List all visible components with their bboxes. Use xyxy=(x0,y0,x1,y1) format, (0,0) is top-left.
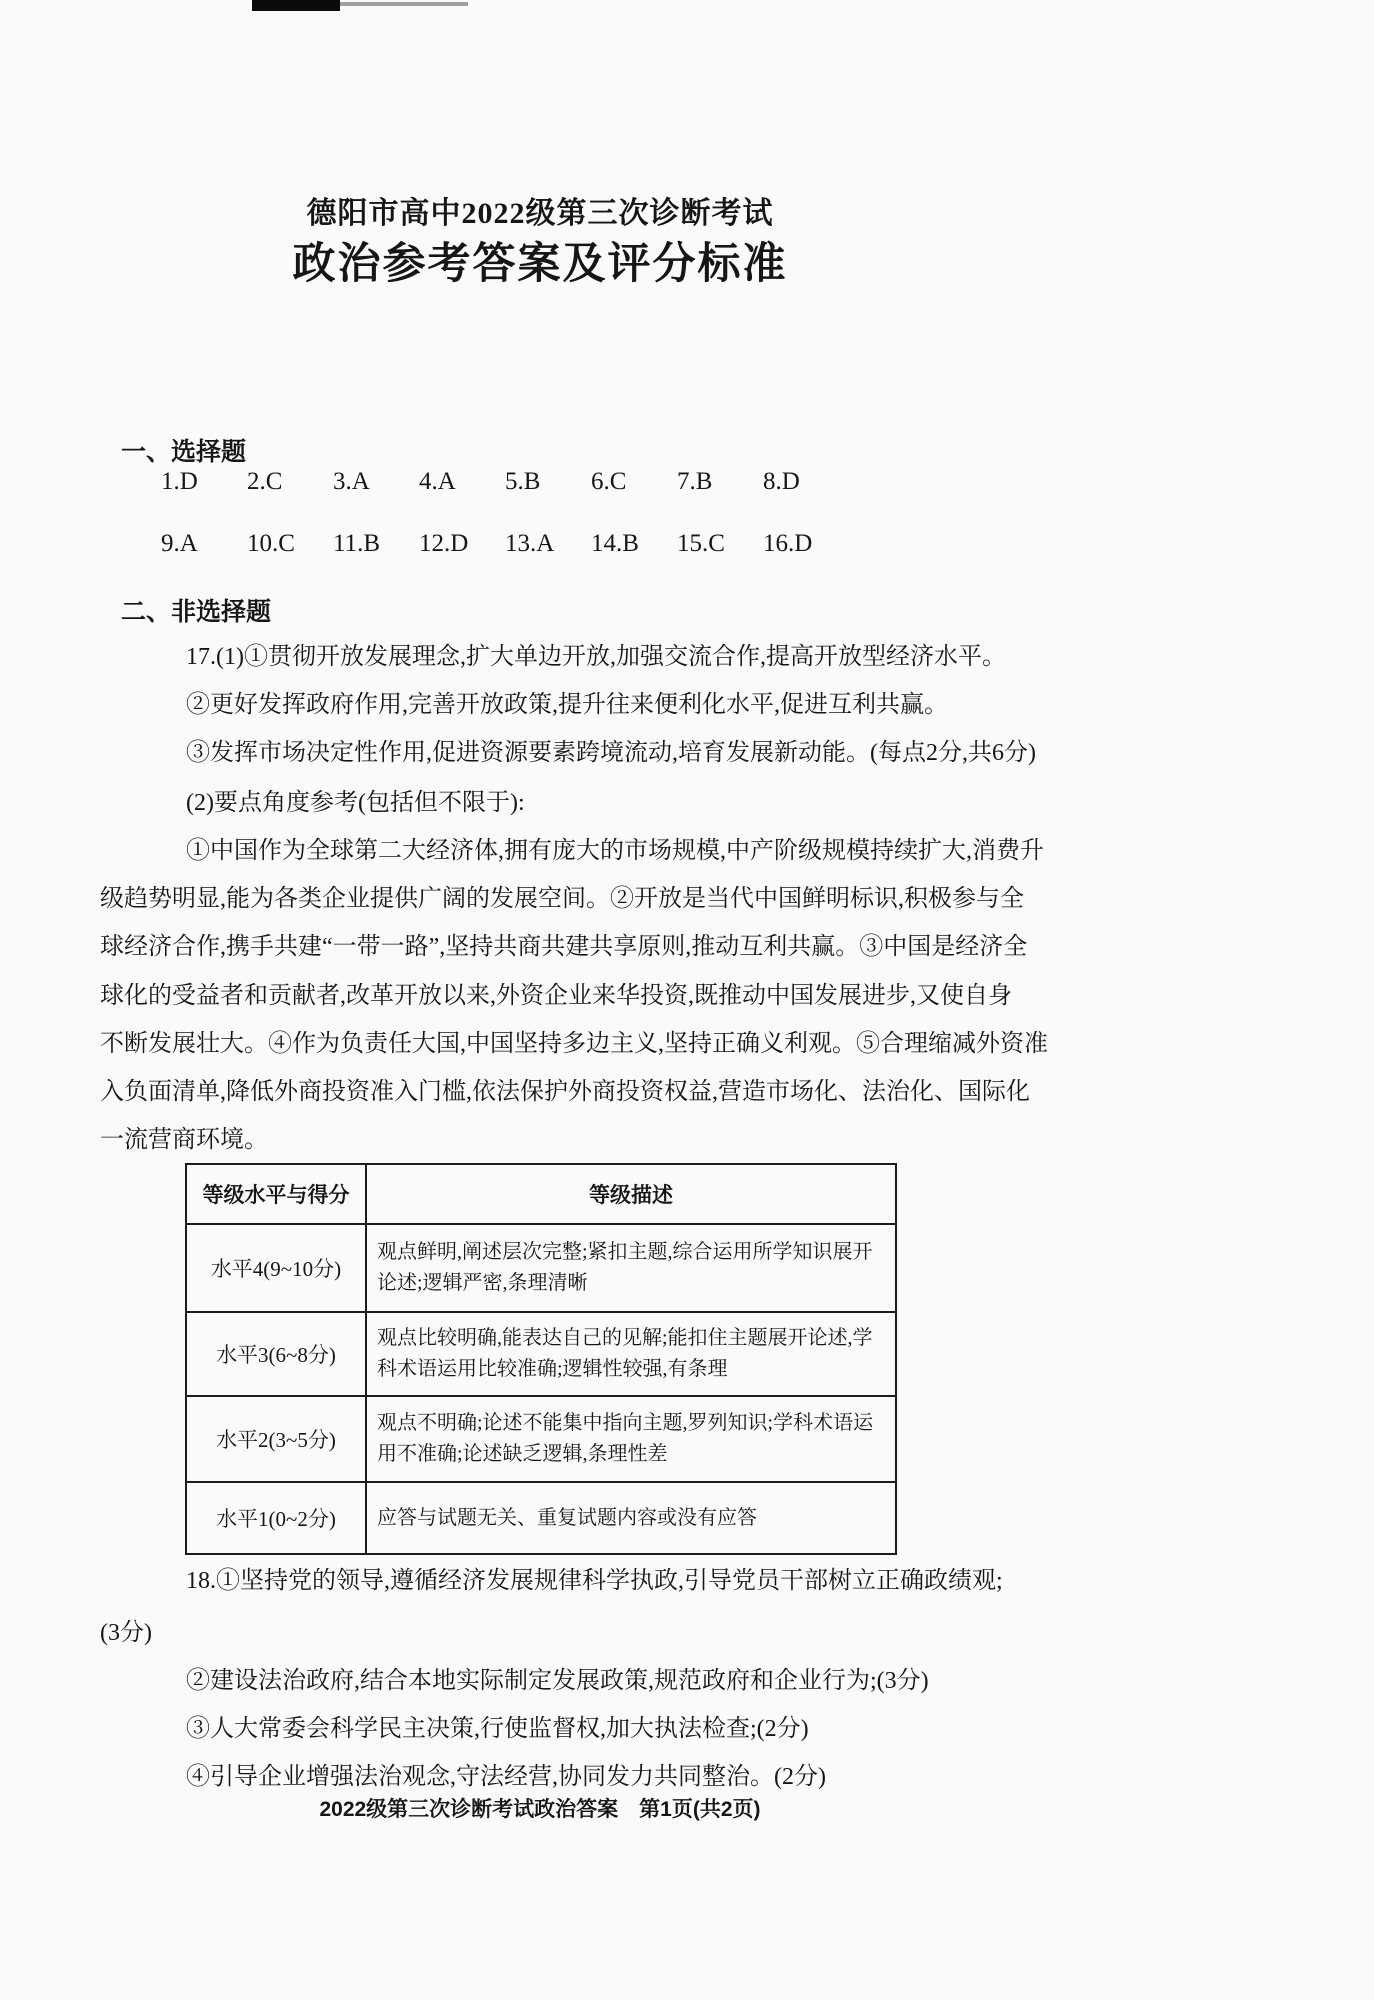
choice-answer: 4.A xyxy=(419,468,456,495)
scan-artifact-line xyxy=(340,2,468,6)
rubric-desc-cell: 观点比较明确,能表达自己的见解;能扣住主题展开论述,学科术语运用比较准确;逻辑性较强,有条理 xyxy=(366,1312,896,1396)
rubric-row xyxy=(186,1482,896,1554)
grading-rubric-table xyxy=(185,1163,897,1555)
q17-answer-line: (2)要点角度参考(包括但不限于): xyxy=(186,790,525,816)
q17-answer-line: 一流营商环境。 xyxy=(100,1127,268,1153)
page-footer: 2022级第三次诊断考试政治答案 第1页(共2页) xyxy=(319,1798,761,1821)
q17-answer-line: 17.(1)①贯彻开放发展理念,扩大单边开放,加强交流合作,提高开放型经济水平。 xyxy=(186,644,1006,670)
choice-answer: 5.B xyxy=(505,468,541,495)
choice-answer: 10.C xyxy=(247,530,295,557)
rubric-row xyxy=(186,1396,896,1482)
rubric-level-cell: 水平1(0~2分) xyxy=(186,1482,366,1554)
q17-answer-line: 不断发展壮大。④作为负责任大国,中国坚持多边主义,坚持正确义利观。⑤合理缩减外资准 xyxy=(100,1031,1048,1057)
q18-answer-line: ③人大常委会科学民主决策,行使监督权,加大执法检查;(2分) xyxy=(186,1716,809,1742)
rubric-row xyxy=(186,1224,896,1312)
choice-answers-row-2 xyxy=(161,530,849,558)
choice-answer: 2.C xyxy=(247,468,283,495)
section-nonchoice-heading: 二、非选择题 xyxy=(121,598,272,626)
choice-answer: 14.B xyxy=(591,530,639,557)
choice-answer: 11.B xyxy=(333,530,380,557)
scan-artifact-bar xyxy=(252,0,340,11)
rubric-level-cell: 水平4(9~10分) xyxy=(186,1224,366,1312)
rubric-header-level: 等级水平与得分 xyxy=(186,1164,366,1224)
rubric-desc-cell: 观点不明确;论述不能集中指向主题,罗列知识;学科术语运用不准确;论述缺乏逻辑,条理性差 xyxy=(366,1396,896,1482)
rubric-level-cell: 水平3(6~8分) xyxy=(186,1312,366,1396)
choice-answer: 3.A xyxy=(333,468,370,495)
exam-title: 德阳市高中2022级第三次诊断考试 xyxy=(306,197,774,230)
q17-answer-line: ③发挥市场决定性作用,促进资源要素跨境流动,培育发展新动能。(每点2分,共6分) xyxy=(186,740,1036,766)
q18-answer-line: ②建设法治政府,结合本地实际制定发展政策,规范政府和企业行为;(3分) xyxy=(186,1668,929,1694)
q17-answer-line: 级趋势明显,能为各类企业提供广阔的发展空间。②开放是当代中国鲜明标识,积极参与全 xyxy=(100,886,1024,912)
choice-answer: 12.D xyxy=(419,530,469,557)
rubric-desc-cell: 观点鲜明,阐述层次完整;紧扣主题,综合运用所学知识展开论述;逻辑严密,条理清晰 xyxy=(366,1224,896,1312)
choice-answer: 6.C xyxy=(591,468,627,495)
rubric-level-cell: 水平2(3~5分) xyxy=(186,1396,366,1482)
choice-answer: 15.C xyxy=(677,530,725,557)
rubric-desc-cell: 应答与试题无关、重复试题内容或没有应答 xyxy=(366,1482,896,1554)
rubric-header-desc: 等级描述 xyxy=(366,1164,896,1224)
choice-answer: 16.D xyxy=(763,530,813,557)
choice-answer: 7.B xyxy=(677,468,713,495)
rubric-row xyxy=(186,1312,896,1396)
q18-answer-line: 18.①坚持党的领导,遵循经济发展规律科学执政,引导党员干部树立正确政绩观; xyxy=(186,1568,1003,1594)
choice-answer: 8.D xyxy=(763,468,800,495)
page-title: 政治参考答案及评分标准 xyxy=(292,240,788,288)
choice-answers-row-1 xyxy=(161,468,849,496)
section-choice-heading: 一、选择题 xyxy=(121,438,247,466)
q17-answer-line: 球经济合作,携手共建“一带一路”,坚持共商共建共享原则,推动互利共赢。③中国是经济全 xyxy=(100,934,1028,960)
q17-answer-line: 入负面清单,降低外商投资准入门槛,依法保护外商投资权益,营造市场化、法治化、国际化 xyxy=(100,1079,1030,1105)
q17-answer-line: ②更好发挥政府作用,完善开放政策,提升往来便利化水平,促进互利共赢。 xyxy=(186,692,948,718)
choice-answer: 1.D xyxy=(161,468,198,495)
q18-answer-line: (3分) xyxy=(100,1620,152,1646)
q17-answer-line: 球化的受益者和贡献者,改革开放以来,外资企业来华投资,既推动中国发展进步,又使自身 xyxy=(100,983,1012,1009)
choice-answer: 9.A xyxy=(161,530,198,557)
q18-answer-line: ④引导企业增强法治观念,守法经营,协同发力共同整治。(2分) xyxy=(186,1764,826,1790)
q17-answer-line: ①中国作为全球第二大经济体,拥有庞大的市场规模,中产阶级规模持续扩大,消费升 xyxy=(186,838,1044,864)
choice-answer: 13.A xyxy=(505,530,555,557)
